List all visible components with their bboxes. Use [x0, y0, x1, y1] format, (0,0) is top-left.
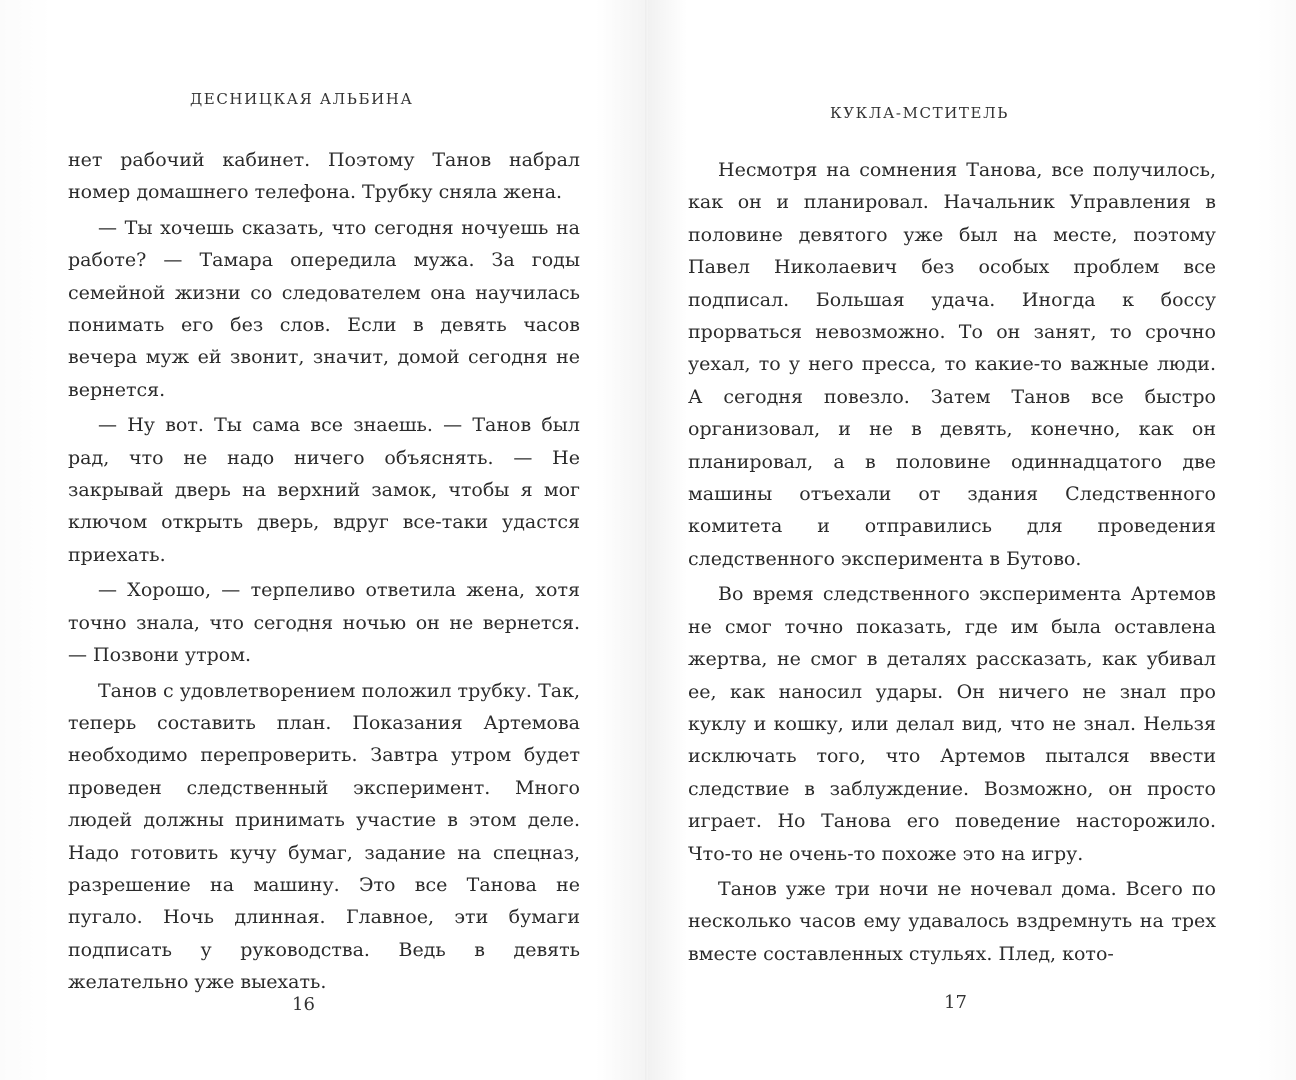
- left-page-number: 16: [292, 994, 315, 1015]
- left-page-text: [68, 144, 580, 999]
- right-running-head: КУКЛА-МСТИТЕЛЬ: [830, 104, 1009, 122]
- paragraph: Несмотря на сомнения Танова, все получилось, как он и планировал. Начальник Управления в половине девятого уже был на месте, поэтому Павел Николаевич без особых проблем все подписал. Большая удача. Иногда к боссу прорваться невозможно. То он занят, то срочно уехал, то у него пресса, то какие-то важные люди. А сегодня повезло. Затем Танов все быстро организовал, и не в девять, конечно, как он планировал, а в половине одиннадцатого две машины отъехали от здания Следственного комитета и отправились для проведения следственного эксперимента в Бутово.: [688, 159, 1216, 570]
- paragraph: — Ну вот. Ты сама все знаешь. — Танов был рад, что не надо ничего объяснять. — Не закрывай дверь на верхний замок, чтобы я мог ключом открыть дверь, вдруг все-таки удастся приехать.: [68, 414, 580, 566]
- paragraph: Во время следственного эксперимента Артемов не смог точно показать, где им была оставлена жертва, не смог в деталях рассказать, как убивал ее, как наносил удары. Он ничего не знал про куклу и кошку, или делал вид, что не знал. Нельзя исключать того, что Артемов пытался ввести следствие в заблуждение. Возможно, он просто играет. Но Танова его поведение насторожило. Что-то не очень-то похоже это на игру.: [688, 583, 1216, 865]
- right-page: [648, 0, 1296, 1080]
- paragraph: Танов с удовлетворением положил трубку. Так, теперь составить план. Показания Артемова необходимо перепроверить. Завтра утром будет проведен следственный эксперимент. Много людей должны принимать участие в этом деле. Надо готовить кучу бумаг, задание на спецназ, разрешение на машину. Это все Танова не пугало. Ночь длинная. Главное, эти бумаги подписать у руководства. Ведь в девять желательно уже выехать.: [68, 679, 580, 994]
- right-page-text: [688, 154, 1216, 970]
- paragraph: — Хорошо, — терпеливо ответила жена, хотя точно знала, что сегодня ночью он не вернется. — Позвони утром.: [68, 579, 580, 667]
- paragraph: нет рабочий кабинет. Поэтому Танов набрал номер домашнего телефона. Трубку сняла жена.: [68, 149, 580, 204]
- left-running-head: ДЕСНИЦКАЯ АЛЬБИНА: [190, 90, 414, 108]
- paragraph: — Ты хочешь сказать, что сегодня ночуешь на работе? — Тамара опередила мужа. За годы семейной жизни со следователем она научилась понимать его без слов. Если в девять часов вечера муж ей звонит, значит, домой сегодня не вернется.: [68, 216, 580, 401]
- right-page-number: 17: [944, 992, 967, 1013]
- paragraph: Танов уже три ночи не ночевал дома. Всего по несколько часов ему удавалось вздремнуть на трех вместе составленных стульях. Плед, кото-: [688, 877, 1216, 965]
